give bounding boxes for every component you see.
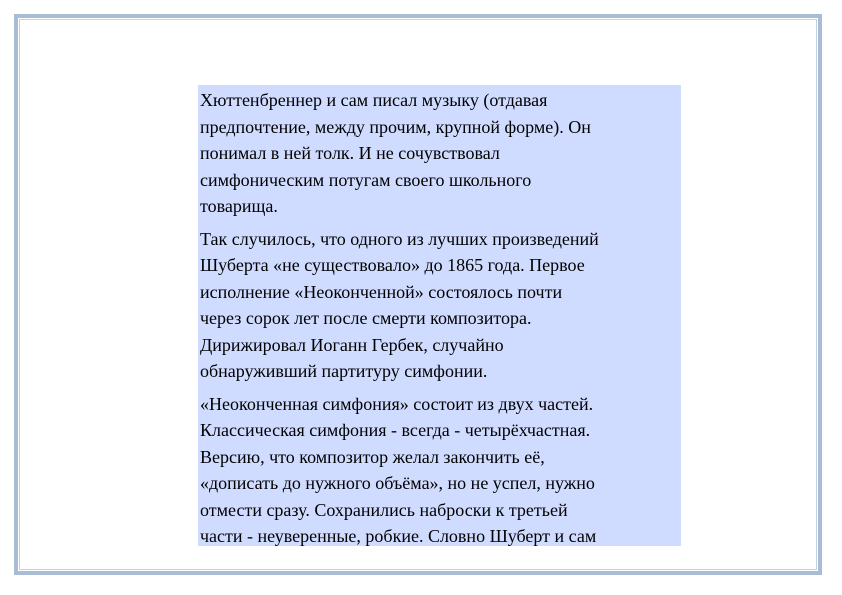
paragraph-2: Так случилось, что одного из лучших произведений Шуберта «не существовало» до 1865 года. Первое исполнение «Неоконченной» состоялось почти через сорок лет после смерти композитора. Дирижировал Иоганн Гербек, случайно обнаруживший партитуру симфонии.: [200, 228, 599, 381]
text-box: [198, 85, 681, 546]
paragraph-1: Хюттенбреннер и сам писал музыку (отдавая предпочтение, между прочим, крупной форме). Он понимал в ней толк. И не сочувствовал симфоническим потугам своего школьного товарища.: [200, 90, 591, 216]
paragraph-3: «Неоконченная симфония» состоит из двух частей. Классическая симфония - всегда - четырёхчастная. Версию, что композитор желал закончить её, «дописать до нужного объёма», но не успел, нужно отмести сразу. Сохранились наброски к третьей части - неуверенные, робкие. Словно Шуберт и сам: [200, 393, 597, 546]
